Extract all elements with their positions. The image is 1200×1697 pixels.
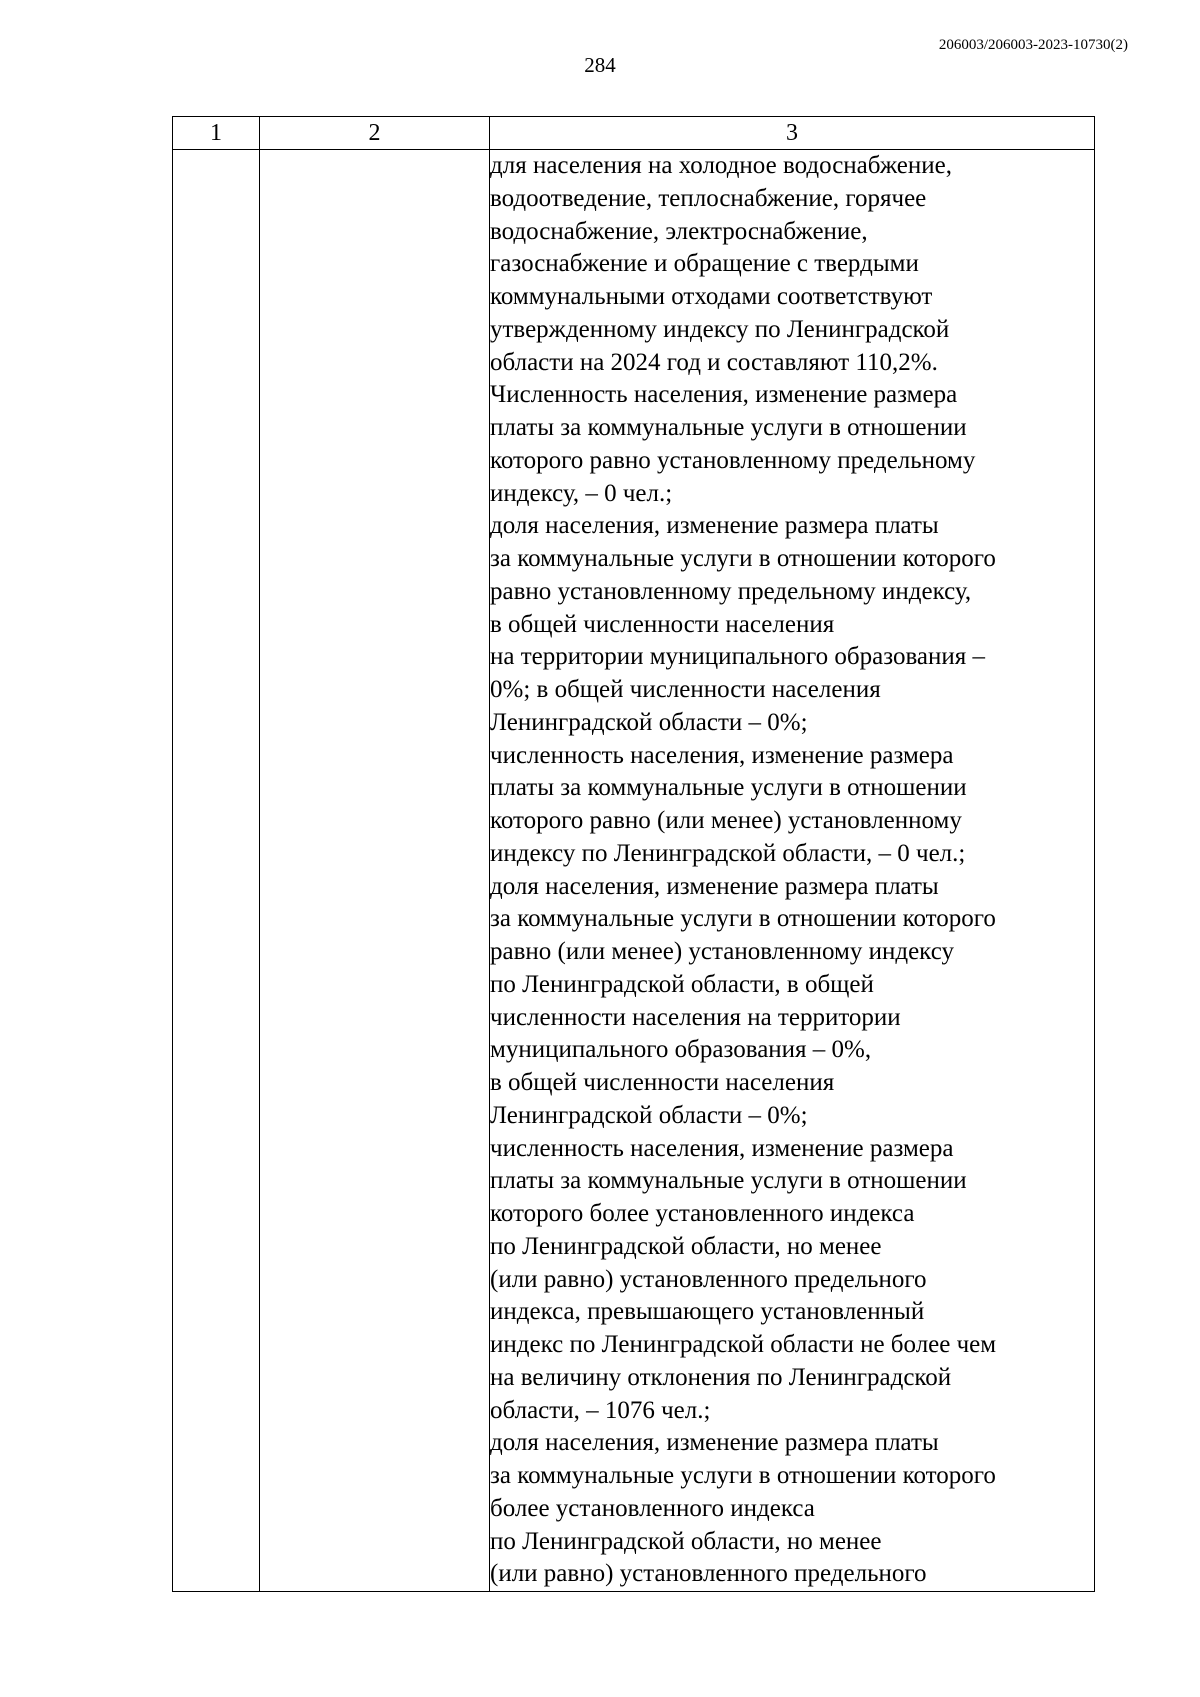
document-table <box>172 116 1095 1592</box>
text-line: за коммунальные услуги в отношении которого <box>490 905 996 933</box>
table-row <box>173 150 1095 1592</box>
text-line: в общей численности населения <box>490 1069 835 1096</box>
text-line: за коммунальные услуги в отношении которого <box>490 1462 996 1489</box>
text-line: водоснабжение, электроснабжение, <box>490 217 868 245</box>
table-cell-col1 <box>173 150 260 1592</box>
text-line: более установленного индекса <box>490 1494 815 1522</box>
text-line: для населения на холодное водоснабжение, <box>490 152 953 179</box>
text-line: по Ленинградской области, в общей <box>490 970 874 998</box>
table-header-row <box>173 117 1095 150</box>
text-line: платы за коммунальные услуги в отношении <box>490 774 967 802</box>
text-line: Ленинградской области – 0%; <box>490 1101 808 1129</box>
text-line: платы за коммунальные услуги в отношении <box>490 414 967 441</box>
text-line: Численность населения, изменение размера <box>490 381 958 409</box>
text-line: индексу по Ленинградской области, – 0 чел.; <box>490 839 966 867</box>
text-line: численности населения на территории <box>490 1003 901 1031</box>
text-line: которого равно (или менее) установленному <box>490 807 962 834</box>
text-line: равно установленному предельному индексу, <box>490 577 972 605</box>
text-line: по Ленинградской области, но менее <box>490 1232 882 1260</box>
text-line: области, – 1076 чел.; <box>490 1396 711 1424</box>
text-line: численность населения, изменение размера <box>490 741 954 769</box>
text-line: которого равно установленному предельному <box>490 446 976 474</box>
text-line: равно (или менее) установленному индексу <box>490 938 954 965</box>
text-line: индекса, превышающего установленный <box>490 1298 925 1326</box>
text-line: области на 2024 год и составляют 110,2%. <box>490 348 938 376</box>
page-number: 284 <box>584 53 616 77</box>
text-line: (или равно) установленного предельного <box>490 1560 927 1588</box>
text-line: индекс по Ленинградской области не более чем <box>490 1331 997 1358</box>
document-id: 206003/206003-2023-10730(2) <box>938 37 1128 53</box>
text-line: (или равно) установленного предельного <box>490 1265 927 1293</box>
text-line: на территории муниципального образования – <box>490 643 986 671</box>
text-line: доля населения, изменение размера платы <box>490 872 939 900</box>
text-line: 0%; в общей численности населения <box>490 676 881 703</box>
text-line: муниципального образования – 0%, <box>490 1036 872 1064</box>
column-header-2: 2 <box>260 117 490 150</box>
text-line: за коммунальные услуги в отношении которого <box>490 545 996 572</box>
text-line: платы за коммунальные услуги в отношении <box>490 1167 967 1195</box>
text-line: по Ленинградской области, но менее <box>490 1527 882 1555</box>
text-line: индексу, – 0 чел.; <box>490 479 673 507</box>
text-line: Ленинградской области – 0%; <box>490 708 808 736</box>
text-line: доля населения, изменение размера платы <box>490 512 939 540</box>
text-line: в общей численности населения <box>490 610 835 638</box>
text-line: газоснабжение и обращение с твердыми <box>490 250 919 278</box>
table-cell-col2 <box>260 150 490 1592</box>
column-header-3: 3 <box>490 117 1095 150</box>
text-line: доля населения, изменение размера платы <box>490 1429 939 1457</box>
text-line: коммунальными отходами соответствуют <box>490 283 933 310</box>
text-line: водоотведение, теплоснабжение, горячее <box>490 184 927 212</box>
text-line: утвержденному индексу по Ленинградской <box>490 315 950 343</box>
text-line: на величину отклонения по Ленинградской <box>490 1363 952 1391</box>
table-cell-col3 <box>490 150 1095 1592</box>
text-line: численность населения, изменение размера <box>490 1134 954 1162</box>
column-header-1: 1 <box>173 117 260 150</box>
text-line: которого более установленного индекса <box>490 1200 915 1227</box>
